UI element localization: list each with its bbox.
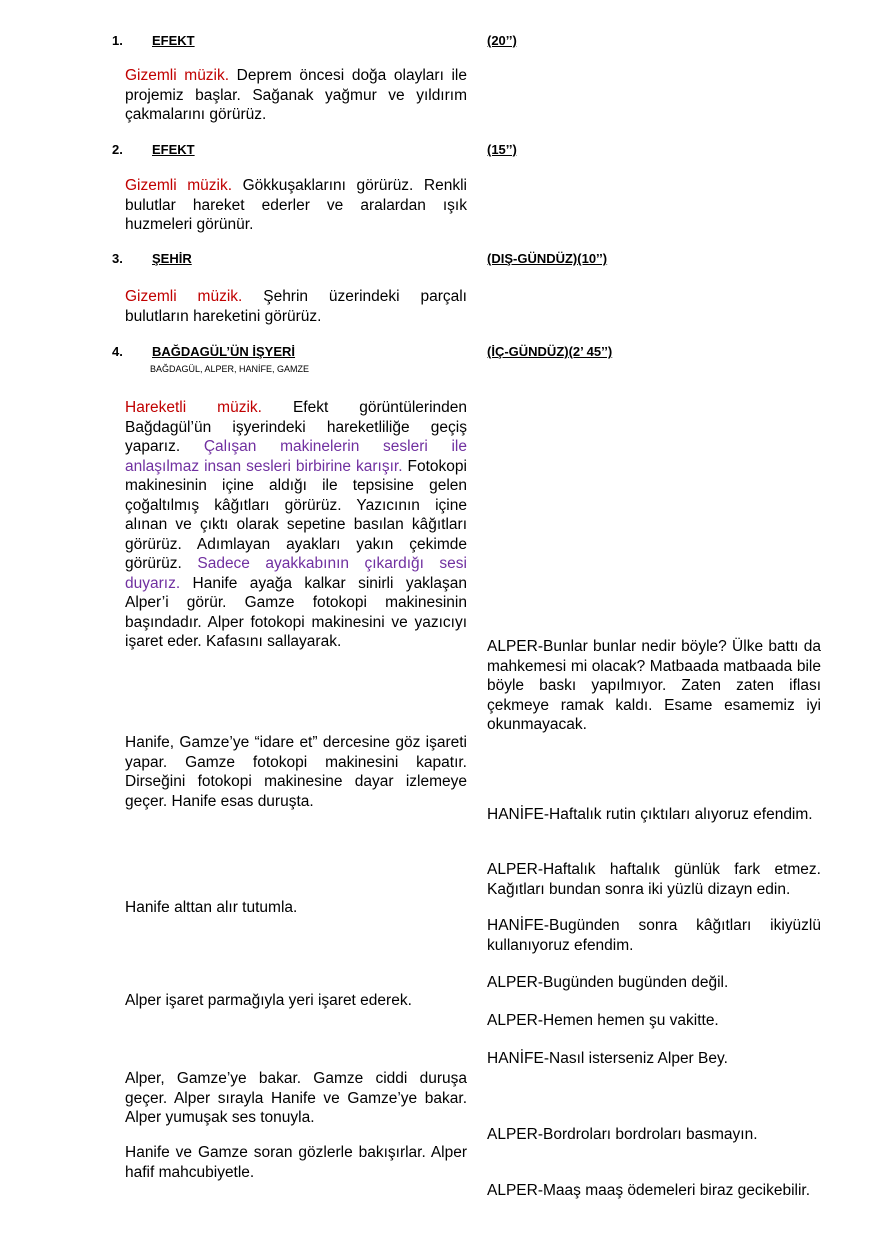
- dialogue-line: ALPER-Hemen hemen şu vakitte.: [487, 1012, 719, 1029]
- stage-direction: Alper, Gamze’ye bakar. Gamze ciddi duruşa geçer. Alper sırayla Hanife ve Gamze’ye bakar. Alper yumuşak ses tonuyla.: [125, 1070, 467, 1126]
- dialogue-line: ALPER-Bordroları bordroları basmayın.: [487, 1126, 758, 1143]
- scene-1-duration: (20’’): [487, 33, 517, 48]
- dialogue-line: ALPER-Maaş maaş ödemeleri biraz gecikebilir.: [487, 1182, 811, 1199]
- scene-1-action: [125, 66, 467, 125]
- scene-2-duration: (15’’): [487, 142, 517, 157]
- scene-4-heading: BAĞDAGÜL’ÜN İŞYERİ: [152, 344, 296, 359]
- scene-4-duration: (İÇ-GÜNDÜZ)(2’ 45’’): [487, 344, 613, 359]
- scene-2-number: 2.: [112, 142, 123, 157]
- sound-cue: Çalışan makinelerin sesleri ile anlaşılmaz insan sesleri birbirine karışır.: [125, 438, 467, 475]
- scene-3-number: 3.: [112, 251, 123, 266]
- dialogue-line: HANİFE-Haftalık rutin çıktıları alıyoruz efendim.: [487, 806, 813, 823]
- scene-3-action: [125, 287, 467, 326]
- scene-4-number: 4.: [112, 344, 123, 359]
- scene-1-number: 1.: [112, 33, 123, 48]
- action-text: Hanife ayağa kalkar sinirli yaklaşan Alper’i görür. Gamze fotokopi makinesinin başındadır. Alper fotokopi makinesini ve yazıcıyı işaret eder. Kafasını sallayarak.: [125, 574, 467, 650]
- music-cue: Gizemli müzik.: [125, 67, 230, 84]
- action-text: Efekt görüntülerinden Bağdagül’ün işyerindeki hareketliliğe geçiş yaparız.: [125, 399, 468, 455]
- action-text: Gökkuşaklarını görürüz. Renkli bulutlar hareket ederler ve aralardan ışık huzmeleri görünür.: [125, 177, 467, 233]
- stage-direction: Hanife, Gamze’ye “idare et” dercesine göz işareti yapar. Gamze fotokopi makinesini kapatır. Dirseğini fotokopi makinesine dayar izlemeye geçer. Hanife esas duruşta.: [125, 734, 467, 810]
- scene-4-action: [125, 398, 467, 652]
- stage-direction: Hanife alttan alır tutumla.: [125, 899, 298, 916]
- action-text: Şehrin üzerindeki parçalı bulutların hareketini görürüz.: [125, 288, 467, 325]
- scene-3-duration: (DIŞ-GÜNDÜZ)(10’’): [487, 251, 608, 266]
- dialogue-line: ALPER-Bunlar bunlar nedir böyle? Ülke battı da mahkemesi mi olacak? Matbaada matbaada bile böyle baskı yapılmıyor. Zaten zaten iflası çekmeye ramak kaldı. Esame esamemiz iyi okunmayacak.: [487, 638, 821, 733]
- music-cue: Hareketli müzik.: [125, 399, 262, 416]
- stage-direction: Alper işaret parmağıyla yeri işaret ederek.: [125, 992, 412, 1009]
- dialogue-line: ALPER-Bugünden bugünden değil.: [487, 974, 729, 991]
- scene-1-heading: EFEKT: [152, 33, 195, 48]
- music-cue: Gizemli müzik.: [125, 177, 233, 194]
- stage-direction: Hanife ve Gamze soran gözlerle bakışırlar. Alper hafif mahcubiyetle.: [125, 1144, 467, 1181]
- dialogue-line: ALPER-Haftalık haftalık günlük fark etmez. Kağıtları bundan sonra iki yüzlü dizayn edin.: [487, 861, 821, 898]
- scene-2-heading: EFEKT: [152, 142, 195, 157]
- dialogue-line: HANİFE-Bugünden sonra kâğıtları ikiyüzlü kullanıyoruz efendim.: [487, 917, 821, 954]
- action-text: Deprem öncesi doğa olayları ile projemiz başlar. Sağanak yağmur ve yıldırım çakmalarını görürüz.: [125, 67, 467, 123]
- scene-3-heading: ŞEHİR: [152, 251, 192, 266]
- dialogue-line: HANİFE-Nasıl isterseniz Alper Bey.: [487, 1050, 728, 1067]
- action-text: Fotokopi makinesinin içine aldığı ile tepsisine gelen çoğaltılmış kâğıtları görürüz. Yazıcının içine alınan ve çıktı olarak sepetine basılan kâğıtları görürüz. Adımlayan ayakları yakın çekimde görürüz.: [125, 457, 467, 572]
- scene-2-action: [125, 176, 467, 235]
- sound-cue: Sadece ayakkabının çıkardığı sesi duyarız.: [125, 555, 467, 592]
- scene-4-cast: BAĞDAGÜL, ALPER, HANİFE, GAMZE: [150, 364, 310, 374]
- music-cue: Gizemli müzik.: [125, 288, 243, 305]
